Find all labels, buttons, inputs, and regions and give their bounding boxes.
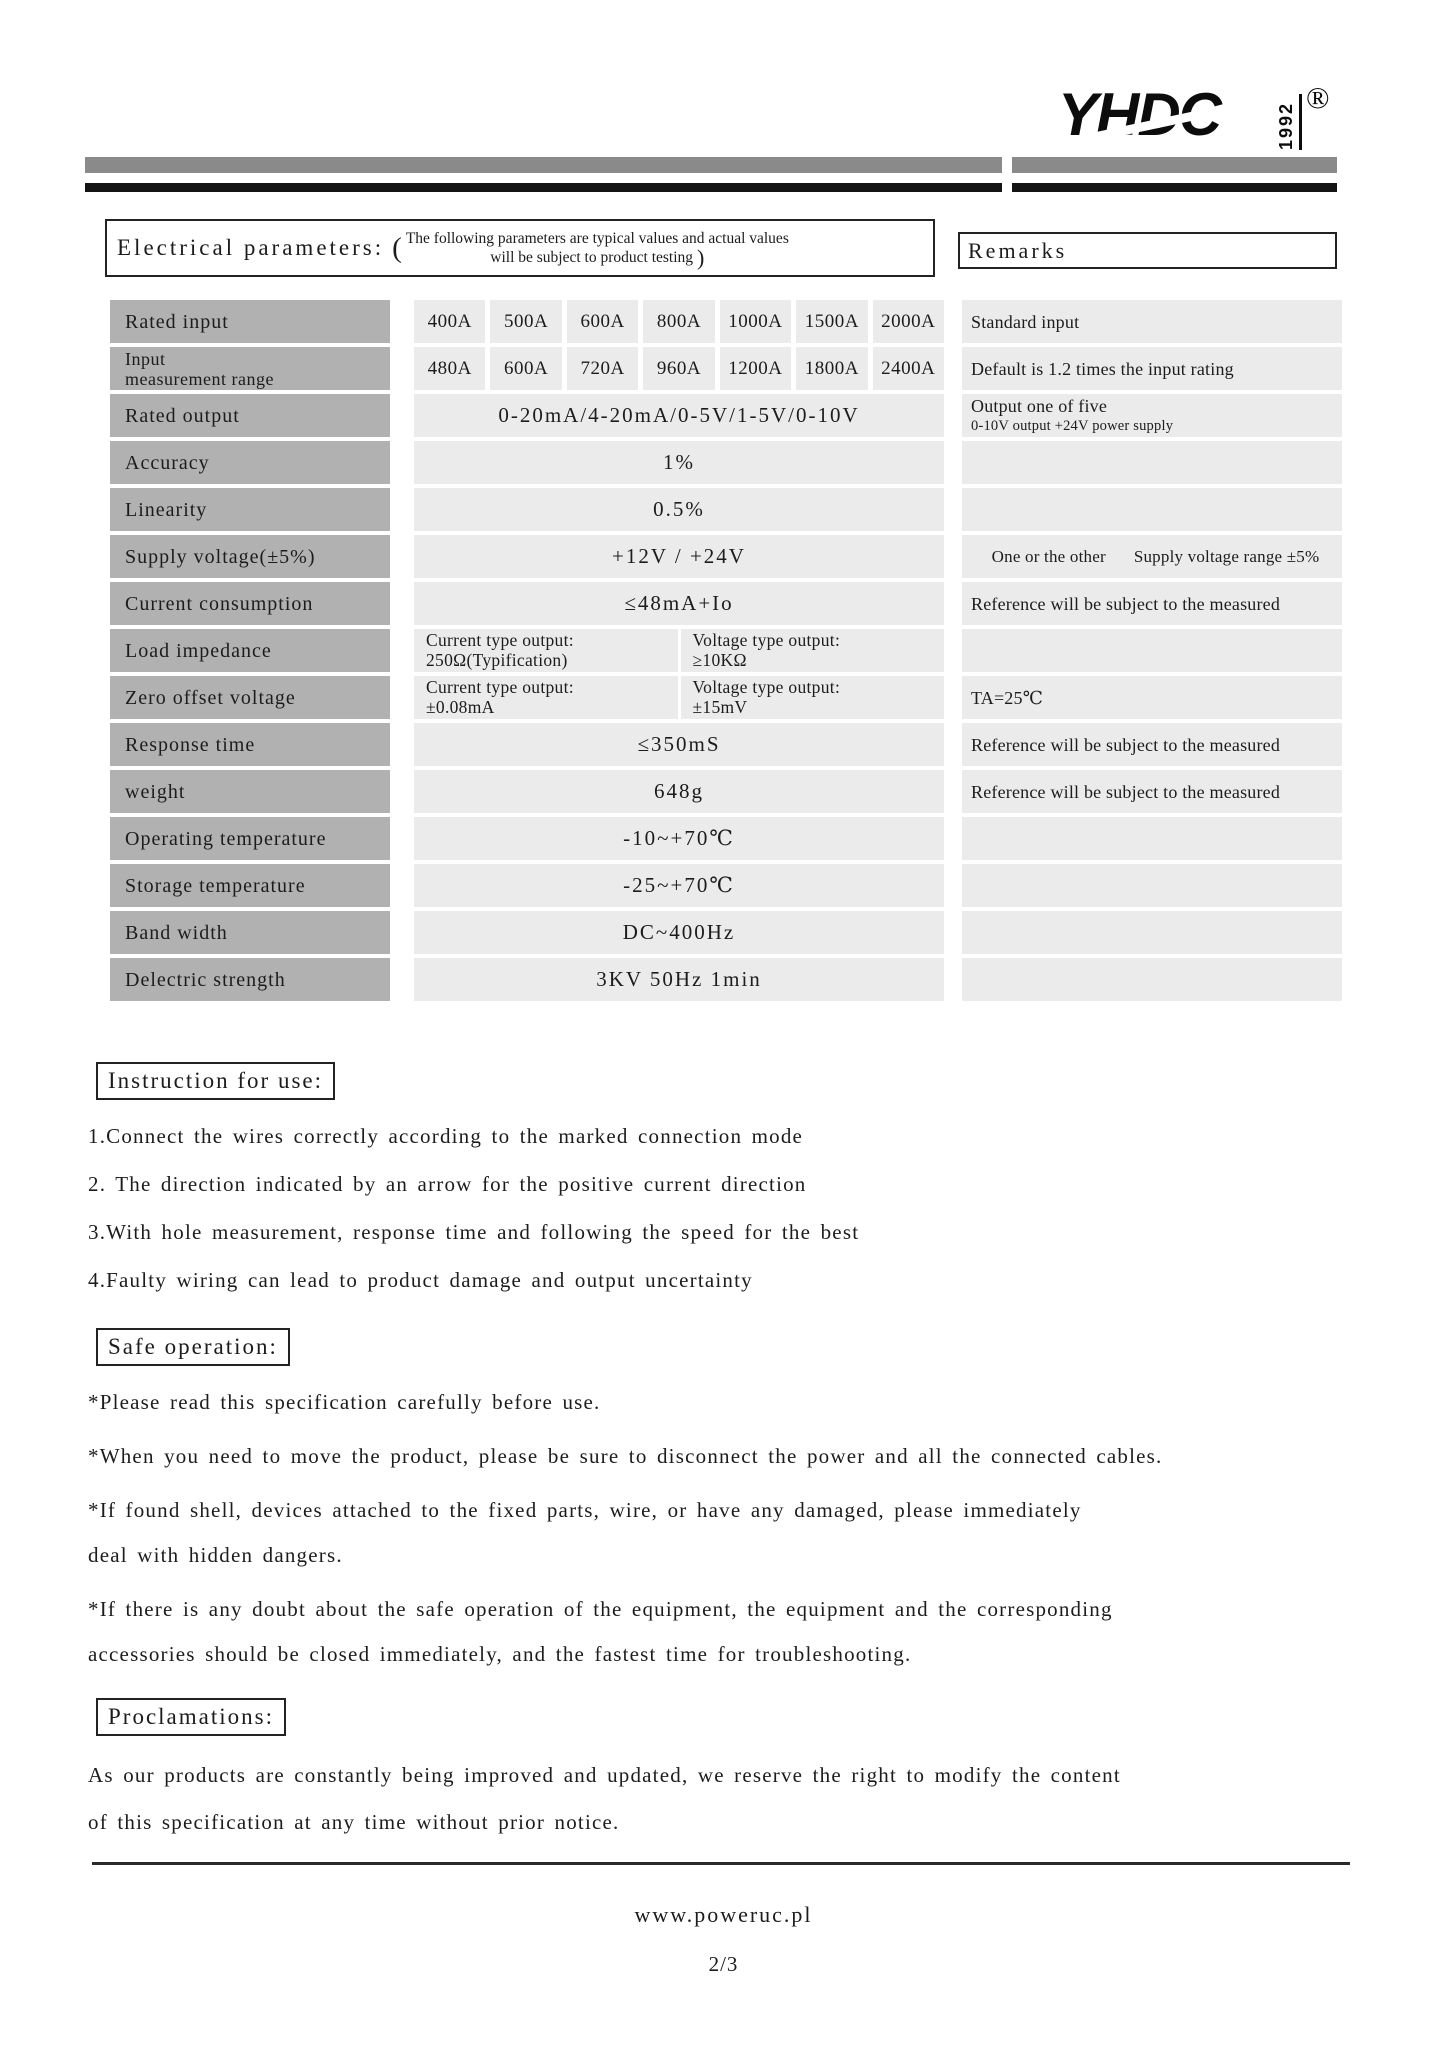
- safe-item-line: *If found shell, devices attached to the fixed parts, wire, or have any damaged, please immediately: [88, 1498, 1082, 1522]
- value-line: ≥10KΩ: [692, 649, 747, 670]
- row-remark: [962, 864, 1342, 907]
- value-cell: 600A: [490, 347, 561, 390]
- row-label-text: Rated input: [125, 310, 229, 333]
- remark-text: Standard input: [971, 311, 1080, 332]
- table-row: [110, 488, 1342, 531]
- instruction-for-use-header: [96, 1062, 335, 1100]
- registered-trademark-icon: ®: [1306, 80, 1330, 115]
- table-row: [110, 535, 1342, 578]
- value-text: 0-20mA/4-20mA/0-5V/1-5V/0-10V: [414, 394, 944, 437]
- value-text: DC~400Hz: [414, 911, 944, 954]
- row-value: [414, 441, 944, 484]
- value-cell: 2000A: [873, 300, 944, 343]
- value-half-cell: [414, 629, 678, 672]
- remarks-title: Remarks: [968, 237, 1068, 263]
- value-line: Voltage type output:: [692, 677, 841, 697]
- value-cell: 1000A: [720, 300, 791, 343]
- table-row: [110, 582, 1342, 625]
- remark-text: Reference will be subject to the measured: [971, 781, 1281, 802]
- params-note-line2: will be subject to product testing ): [490, 245, 705, 270]
- remark-text: Reference will be subject to the measured: [971, 593, 1281, 614]
- row-label-text: Band width: [125, 921, 228, 944]
- value-cell: 480A: [414, 347, 485, 390]
- row-label-text: Response time: [125, 733, 256, 756]
- row-label: [110, 629, 390, 672]
- table-row: [110, 817, 1342, 860]
- yhdc-logo: YHDC: [1058, 81, 1221, 148]
- instruction-title: Instruction for use:: [108, 1068, 324, 1093]
- value-line: Current type output:: [426, 677, 574, 697]
- table-row: [110, 723, 1342, 766]
- value-cell: 1200A: [720, 347, 791, 390]
- header-black-bar-left: [85, 183, 1002, 192]
- row-label: [110, 911, 390, 954]
- row-remark: [962, 582, 1342, 625]
- value-text: ≤48mA+Io: [414, 582, 944, 625]
- table-row: [110, 441, 1342, 484]
- table-row: [110, 864, 1342, 907]
- row-label: [110, 817, 390, 860]
- row-value: [414, 770, 944, 813]
- row-value: [414, 723, 944, 766]
- row-label-text: Input: [125, 348, 166, 369]
- value-text: 648g: [414, 770, 944, 813]
- row-label: [110, 347, 390, 390]
- row-remark: [962, 958, 1342, 1001]
- value-line: 250Ω(Typification): [426, 649, 568, 670]
- safe-operation-list: [88, 1380, 1162, 1686]
- row-label-text: Supply voltage(±5%): [125, 545, 316, 568]
- row-label: [110, 488, 390, 531]
- table-row: [110, 300, 1342, 343]
- logo-year: 1992: [1276, 94, 1302, 150]
- table-row: [110, 347, 1342, 390]
- row-value: [414, 676, 944, 719]
- remark-text: TA=25℃: [971, 687, 1044, 708]
- row-label-text: weight: [125, 780, 186, 803]
- table-row: [110, 911, 1342, 954]
- safe-operation-header: [96, 1328, 290, 1366]
- value-half-cell: [681, 676, 945, 719]
- row-remark: [962, 911, 1342, 954]
- electrical-parameters-header: [105, 219, 935, 277]
- footer-rule: [92, 1862, 1350, 1865]
- row-label: [110, 770, 390, 813]
- value-cell: 500A: [490, 300, 561, 343]
- row-label: [110, 441, 390, 484]
- safe-item-line: *If there is any doubt about the safe operation of the equipment, the equipment and the corresponding: [88, 1597, 1113, 1621]
- value-line: Voltage type output:: [692, 630, 841, 650]
- row-value: [414, 911, 944, 954]
- table-row: [110, 770, 1342, 813]
- row-label: [110, 535, 390, 578]
- row-label: [110, 864, 390, 907]
- remark-text: Reference will be subject to the measured: [971, 734, 1281, 755]
- table-row: [110, 394, 1342, 437]
- row-value: [414, 394, 944, 437]
- instruction-item: 2. The direction indicated by an arrow for the positive current direction: [88, 1171, 807, 1196]
- row-label: [110, 582, 390, 625]
- instruction-item: 1.Connect the wires correctly according to the marked connection mode: [88, 1123, 804, 1148]
- proclamations-line: of this specification at any time without prior notice.: [88, 1810, 620, 1834]
- row-value: [414, 958, 944, 1001]
- row-remark: [962, 394, 1342, 437]
- value-text: -25~+70℃: [414, 864, 944, 907]
- row-label-text: measurement range: [125, 368, 274, 389]
- value-cell: 1500A: [796, 300, 867, 343]
- row-value: [414, 864, 944, 907]
- value-half-cell: [414, 676, 678, 719]
- row-label-text: Current consumption: [125, 592, 314, 615]
- value-text: 0.5%: [414, 488, 944, 531]
- row-value: [414, 488, 944, 531]
- safe-item-line: *Please read this specification carefully before use.: [88, 1390, 601, 1414]
- row-label-text: Zero offset voltage: [125, 686, 296, 709]
- safe-item-line: accessories should be closed immediately, and the fastest time for troubleshooting.: [88, 1642, 912, 1666]
- row-label-text: Load impedance: [125, 639, 272, 662]
- value-line: ±15mV: [692, 696, 748, 717]
- header-gray-bar-left: [85, 157, 1002, 173]
- value-text: 1%: [414, 441, 944, 484]
- safe-item-line: *When you need to move the product, please be sure to disconnect the power and all the connected cables.: [88, 1444, 1163, 1468]
- value-cell: 600A: [567, 300, 638, 343]
- instruction-list: [88, 1112, 859, 1304]
- row-remark: [962, 817, 1342, 860]
- table-row: [110, 629, 1342, 672]
- row-remark: [962, 676, 1342, 719]
- value-half-cell: [681, 629, 945, 672]
- page-number: 2/3: [708, 1952, 739, 1976]
- instruction-item: 4.Faulty wiring can lead to product damage and output uncertainty: [88, 1267, 753, 1292]
- row-value: [414, 535, 944, 578]
- proclamations-text: [88, 1752, 1121, 1846]
- value-text: 3KV 50Hz 1min: [414, 958, 944, 1001]
- row-value: [414, 817, 944, 860]
- row-remark: [962, 629, 1342, 672]
- value-line: ±0.08mA: [426, 696, 495, 717]
- close-paren: ): [697, 245, 705, 270]
- row-label-text: Accuracy: [125, 451, 210, 474]
- row-label: [110, 723, 390, 766]
- row-remark: [962, 723, 1342, 766]
- remark-subtext: Supply voltage range ±5%: [1133, 546, 1320, 566]
- row-remark: [962, 347, 1342, 390]
- value-text: +12V / +24V: [414, 535, 944, 578]
- row-label: [110, 394, 390, 437]
- safe-item: [88, 1587, 1162, 1677]
- safe-item-line: deal with hidden dangers.: [88, 1543, 343, 1567]
- remark-text: Default is 1.2 times the input rating: [971, 358, 1234, 379]
- row-label-text: Delectric strength: [125, 968, 286, 991]
- value-line: Current type output:: [426, 630, 574, 650]
- row-remark: [962, 770, 1342, 813]
- params-note: [405, 229, 789, 270]
- value-cell: 960A: [643, 347, 714, 390]
- row-label-text: Storage temperature: [125, 874, 306, 897]
- params-note-line1: The following parameters are typical values and actual values: [405, 230, 789, 247]
- params-title: Electrical parameters:: [117, 235, 385, 260]
- row-remark: [962, 441, 1342, 484]
- row-value: [414, 300, 944, 343]
- row-label-text: Rated output: [125, 404, 240, 427]
- value-cell: 800A: [643, 300, 714, 343]
- row-label-text: Linearity: [125, 498, 208, 521]
- value-cell: 2400A: [873, 347, 944, 390]
- value-text: ≤350mS: [414, 723, 944, 766]
- row-remark: [962, 488, 1342, 531]
- row-value: [414, 629, 944, 672]
- value-cell: 720A: [567, 347, 638, 390]
- proclamations-header: [96, 1698, 286, 1736]
- row-label: [110, 300, 390, 343]
- table-row: [110, 676, 1342, 719]
- website-url: www.poweruc.pl: [634, 1902, 813, 1927]
- instruction-item: 3.With hole measurement, response time and following the speed for the best: [88, 1219, 860, 1244]
- row-label-text: Operating temperature: [125, 827, 327, 850]
- header-gray-bar-right: [1012, 157, 1337, 173]
- row-label: [110, 958, 390, 1001]
- remark-subtext: 0-10V output +24V power supply: [971, 417, 1174, 434]
- value-cell: 1800A: [796, 347, 867, 390]
- row-remark: [962, 300, 1342, 343]
- value-cell: 400A: [414, 300, 485, 343]
- row-value: [414, 582, 944, 625]
- remark-text: Output one of five: [971, 395, 1108, 416]
- safe-item: [88, 1434, 1162, 1479]
- table-row: [110, 958, 1342, 1001]
- safe-item: [88, 1380, 1162, 1425]
- parameters-table: [110, 300, 1342, 1005]
- open-paren: (: [392, 231, 402, 264]
- row-remark: [962, 535, 1342, 578]
- safe-item: [88, 1488, 1162, 1578]
- remarks-header: [958, 232, 1337, 269]
- row-value: [414, 347, 944, 390]
- proclamations-line: As our products are constantly being improved and updated, we reserve the right to modify the content: [88, 1763, 1121, 1787]
- safe-operation-title: Safe operation:: [108, 1334, 278, 1359]
- proclamations-title: Proclamations:: [108, 1704, 274, 1729]
- header-black-bar-right: [1012, 183, 1337, 192]
- value-text: -10~+70℃: [414, 817, 944, 860]
- remark-text: One or the other: [991, 546, 1106, 566]
- row-label: [110, 676, 390, 719]
